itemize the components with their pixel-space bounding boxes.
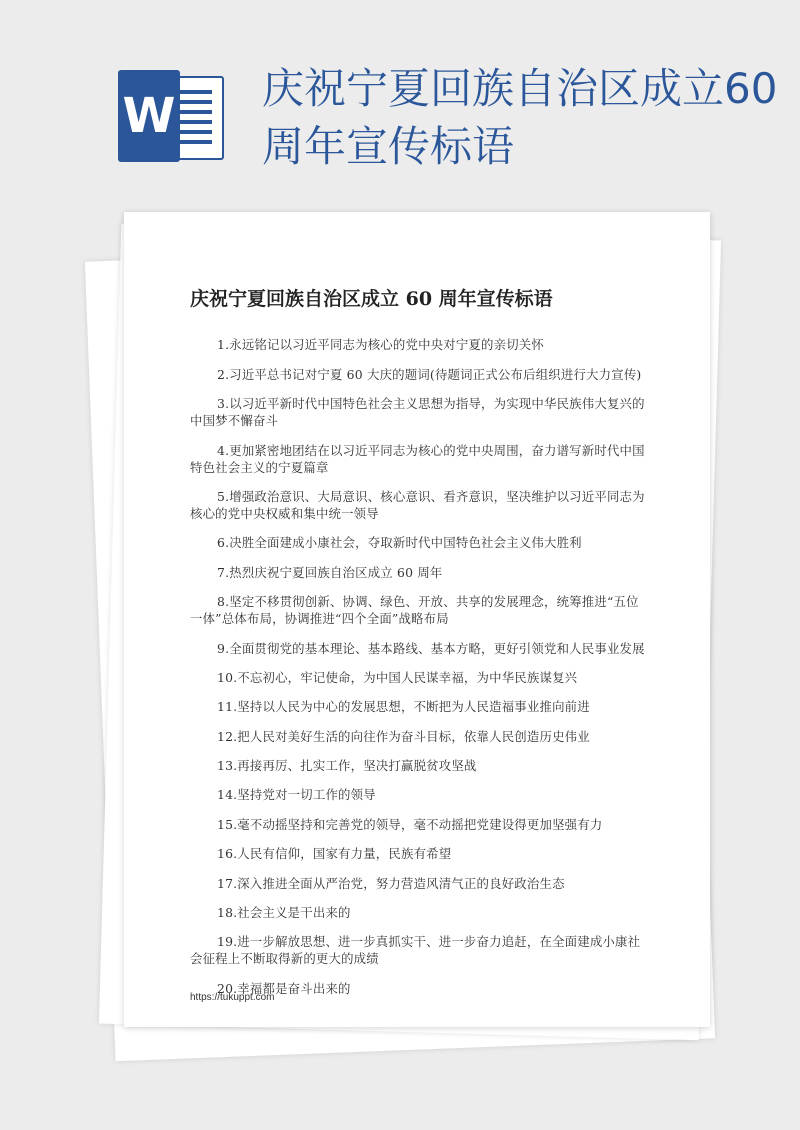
list-item: 3.以习近平新时代中国特色社会主义思想为指导，为实现中华民族伟大复兴的中国梦不懈奋斗	[190, 396, 645, 429]
list-item: 9.全面贯彻党的基本理论、基本路线、基本方略，更好引领党和人民事业发展	[217, 640, 645, 656]
list-item: 11.坚持以人民为中心的发展思想，不断把为人民造福事业推向前进	[217, 699, 590, 715]
word-letter-badge: W	[118, 70, 180, 162]
document-page	[124, 212, 710, 1027]
list-item: 14.坚持党对一切工作的领导	[217, 787, 376, 803]
list-item: 15.毫不动摇坚持和完善党的领导，毫不动摇把党建设得更加坚强有力	[217, 816, 603, 832]
slogan-list	[190, 324, 650, 1007]
list-item: 2.习近平总书记对宁夏 60 大庆的题词(待题词正式公布后组织进行大力宣传)	[217, 366, 642, 382]
source-url[interactable]: https://tukuppt.com	[190, 992, 275, 1003]
list-item: 19.进一步解放思想、进一步真抓实干、进一步奋力追赶，在全面建成小康社会征程上不断取得新的更大的成绩	[190, 934, 641, 967]
list-item: 7.热烈庆祝宁夏回族自治区成立 60 周年	[217, 564, 443, 580]
list-item: 10.不忘初心，牢记使命，为中国人民谋幸福，为中华民族谋复兴	[217, 669, 578, 685]
list-item: 1.永远铭记以习近平同志为核心的党中央对宁夏的亲切关怀	[217, 337, 544, 353]
list-item: 8.坚定不移贯彻创新、协调、绿色、开放、共享的发展理念，统筹推进“五位一体”总体布局，协调推进“四个全面”战略布局	[190, 594, 639, 627]
list-item: 12.把人民对美好生活的向往作为奋斗目标，依靠人民创造历史伟业	[217, 728, 590, 744]
header-banner	[0, 0, 800, 200]
list-item: 17.深入推进全面从严治党，努力营造风清气正的良好政治生态	[217, 875, 565, 891]
document-title: 庆祝宁夏回族自治区成立 60 周年宣传标语	[190, 288, 553, 310]
word-document-icon	[118, 70, 228, 162]
list-item: 20.幸福都是奋斗出来的	[217, 980, 351, 996]
list-item: 4.更加紧密地团结在以习近平同志为核心的党中央周围，奋力谱写新时代中国特色社会主义的宁夏篇章	[190, 442, 645, 475]
list-item: 13.再接再厉、扎实工作，坚决打赢脱贫攻坚战	[217, 758, 477, 774]
page-title: 庆祝宁夏回族自治区成立60周年宣传标语	[262, 64, 778, 171]
list-item: 18.社会主义是干出来的	[217, 905, 351, 921]
list-item: 16.人民有信仰，国家有力量，民族有希望	[217, 846, 452, 862]
list-item: 5.增强政治意识、大局意识、核心意识、看齐意识，坚决维护以习近平同志为核心的党中央权威和集中统一领导	[190, 488, 645, 521]
list-item: 6.决胜全面建成小康社会，夺取新时代中国特色社会主义伟大胜利	[217, 535, 582, 551]
